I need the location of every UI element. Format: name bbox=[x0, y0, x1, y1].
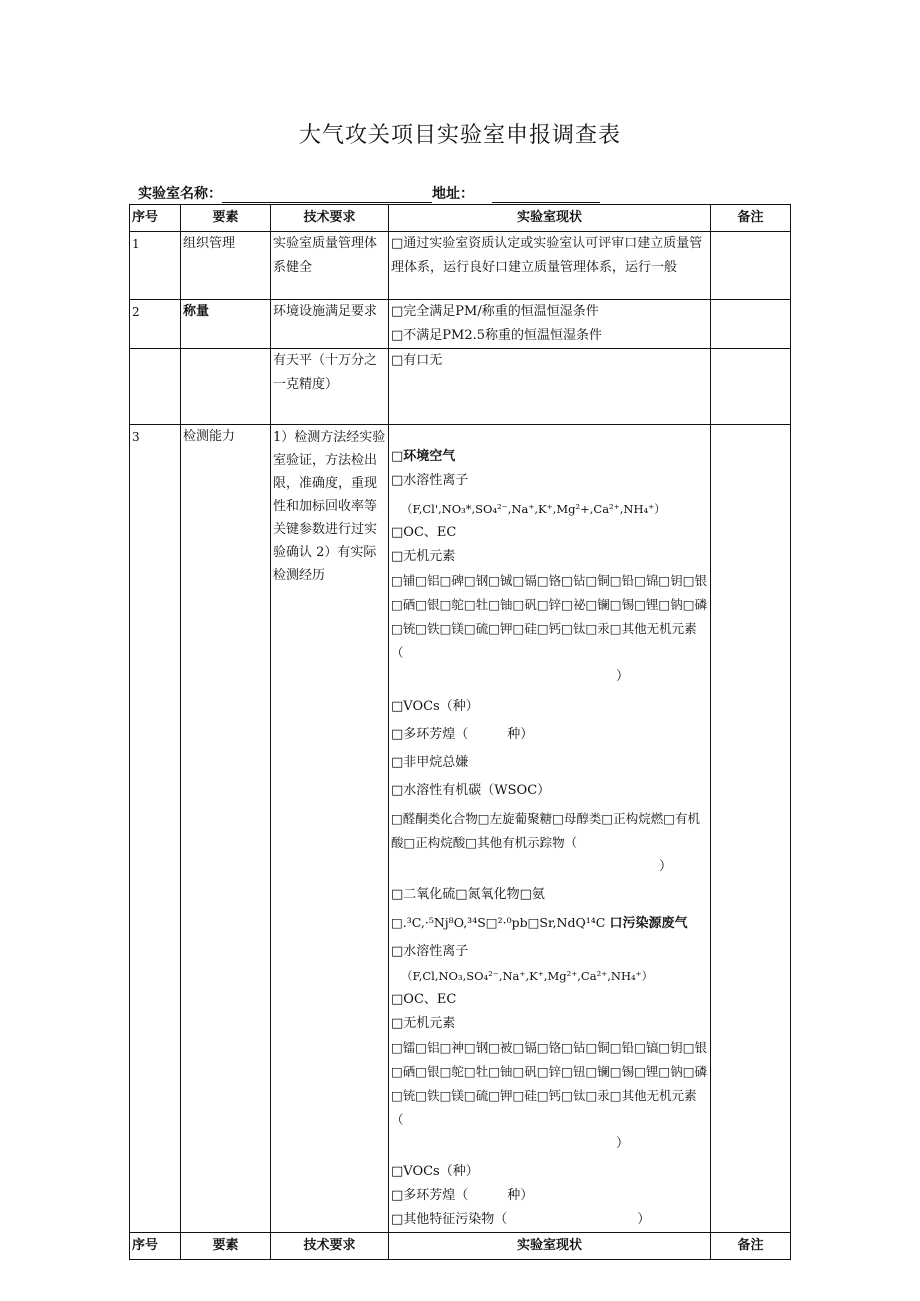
row-status[interactable]: □有口无 bbox=[389, 349, 711, 425]
row-status bbox=[389, 425, 711, 1233]
header-requirement: 技术要求 bbox=[271, 205, 389, 232]
lab-name-field[interactable] bbox=[222, 188, 432, 203]
ambient-nmhc[interactable]: □非甲烷总嫌 bbox=[391, 755, 469, 770]
row-requirement: 1）检测方法经实验室验证，方法检出限，准确度，重现性和加标回收率等关键参数进行过实验确认 2）有实际检测经历 bbox=[271, 425, 389, 1233]
header-row bbox=[130, 205, 791, 232]
ambient-element-list[interactable]: □铺□铝□碑□钢□铖□镉□铬□钻□铜□铅□锦□钥□银□硒□银□鸵□牡□铀□矾□锌□祕□镧□锡□锂□钠□磷□铳□铁□镁□硫□钾□硅□钙□钛□汞□其他无机元素（ bbox=[391, 573, 708, 660]
ambient-isotopes[interactable]: □.³C,·⁵Nj⁸O,³⁴S□²·⁰pb□Sr,NdQ¹⁴C bbox=[391, 915, 606, 930]
option-full-conditions[interactable]: □完全满足PM/称重的恒温恒湿条件 bbox=[391, 304, 599, 319]
row-requirement: 有天平（十万分之一克精度） bbox=[271, 349, 389, 425]
row-seq bbox=[130, 349, 181, 425]
header-element: 要素 bbox=[181, 205, 271, 232]
ambient-gases[interactable]: □二氧化硫□氮氧化物□氨 bbox=[391, 887, 545, 902]
header-seq: 序号 bbox=[130, 1233, 181, 1260]
table-row bbox=[130, 232, 791, 300]
source-ions-list: （F,Cl,NO₃,SO₄²⁻,Na⁺,K⁺,Mg²⁺,Ca²⁺,NH₄⁺） bbox=[401, 969, 654, 983]
row-seq: 3 bbox=[130, 425, 181, 1233]
header-status: 实验室现状 bbox=[389, 1233, 711, 1260]
table-row bbox=[130, 300, 791, 349]
source-oc-ec[interactable]: □OC、EC bbox=[391, 992, 457, 1007]
header-note: 备注 bbox=[711, 1233, 791, 1260]
ambient-organics[interactable]: □醛酮类化合物□左旋葡聚糖□母醇类□正构烷燃□有机酸□正构烷酸□其他有机示踪物（ bbox=[391, 811, 701, 850]
row-seq: 2 bbox=[130, 300, 181, 349]
ambient-air-heading[interactable]: □环境空气 bbox=[391, 449, 456, 464]
row-requirement: 实验室质量管理体系健全 bbox=[271, 232, 389, 300]
ambient-inorganic-label[interactable]: □无机元素 bbox=[391, 549, 456, 564]
ambient-element-close: ） bbox=[616, 669, 630, 684]
row-note[interactable] bbox=[711, 425, 791, 1233]
row-note[interactable] bbox=[711, 300, 791, 349]
table-row bbox=[130, 349, 791, 425]
row-element: 称量 bbox=[181, 300, 271, 349]
row-note[interactable] bbox=[711, 232, 791, 300]
header-status: 实验室现状 bbox=[389, 205, 711, 232]
lab-name-label: 实验室名称： bbox=[138, 186, 222, 202]
row-element: 组织管理 bbox=[181, 232, 271, 300]
address-label: 地址： bbox=[432, 186, 474, 202]
source-inorganic-label[interactable]: □无机元素 bbox=[391, 1016, 456, 1031]
page-title: 大气攻关项目实验室申报调查表 bbox=[298, 123, 621, 148]
footer-header-row bbox=[130, 1233, 791, 1260]
option-not-meet-conditions[interactable]: □不满足PM2.5称重的恒温恒湿条件 bbox=[391, 328, 603, 343]
source-pah[interactable]: □多环芳煌（ 种） bbox=[391, 1188, 534, 1203]
header-element: 要素 bbox=[181, 1233, 271, 1260]
source-element-close: ） bbox=[616, 1136, 630, 1151]
ambient-vocs[interactable]: □VOCs（种） bbox=[391, 699, 479, 714]
header-requirement: 技术要求 bbox=[271, 1233, 389, 1260]
header-seq: 序号 bbox=[130, 205, 181, 232]
row-note[interactable] bbox=[711, 349, 791, 425]
address-field[interactable] bbox=[492, 188, 600, 203]
row-seq: 1 bbox=[130, 232, 181, 300]
ambient-organics-close: ） bbox=[659, 859, 673, 874]
row-status bbox=[389, 300, 711, 349]
source-vocs[interactable]: □VOCs（种） bbox=[391, 1164, 479, 1179]
ambient-oc-ec[interactable]: □OC、EC bbox=[391, 525, 457, 540]
row-requirement: 环境设施满足要求 bbox=[271, 300, 389, 349]
row-status[interactable]: □通过实验室资质认定或实验室认可评审口建立质量管理体系，运行良好口建立质量管理体系，运行一般 bbox=[389, 232, 711, 300]
ambient-wsoc[interactable]: □水溶性有机碳（WSOC） bbox=[391, 783, 551, 798]
source-gas-heading[interactable]: 口污染源废气 bbox=[609, 916, 688, 931]
ambient-ions-label[interactable]: □水溶性离子 bbox=[391, 473, 469, 488]
lab-info-line bbox=[138, 183, 600, 203]
survey-table bbox=[129, 204, 791, 1260]
row-element bbox=[181, 349, 271, 425]
table-row bbox=[130, 425, 791, 1233]
source-element-list[interactable]: □镭□铝□神□钢□被□镉□铬□钻□铜□铅□镐□钥□银□硒□银□鸵□牡□铀□矾□锌□钮□镧□锡□锂□钠□磷□铳□铁□镁□硫□钾□硅□钙□钛□汞□其他无机元素（ bbox=[391, 1040, 708, 1127]
source-ions-label[interactable]: □水溶性离子 bbox=[391, 944, 469, 959]
ambient-ions-list: （F,Cl',NO₃*,SO₄²⁻,Na⁺,K⁺,Mg²+,Ca²⁺,NH₄⁺） bbox=[401, 502, 666, 516]
row-element: 检测能力 bbox=[181, 425, 271, 1233]
ambient-pah[interactable]: □多环芳煌（ 种） bbox=[391, 727, 534, 742]
source-other[interactable]: □其他特征污染物（ ） bbox=[391, 1212, 651, 1227]
header-note: 备注 bbox=[711, 205, 791, 232]
